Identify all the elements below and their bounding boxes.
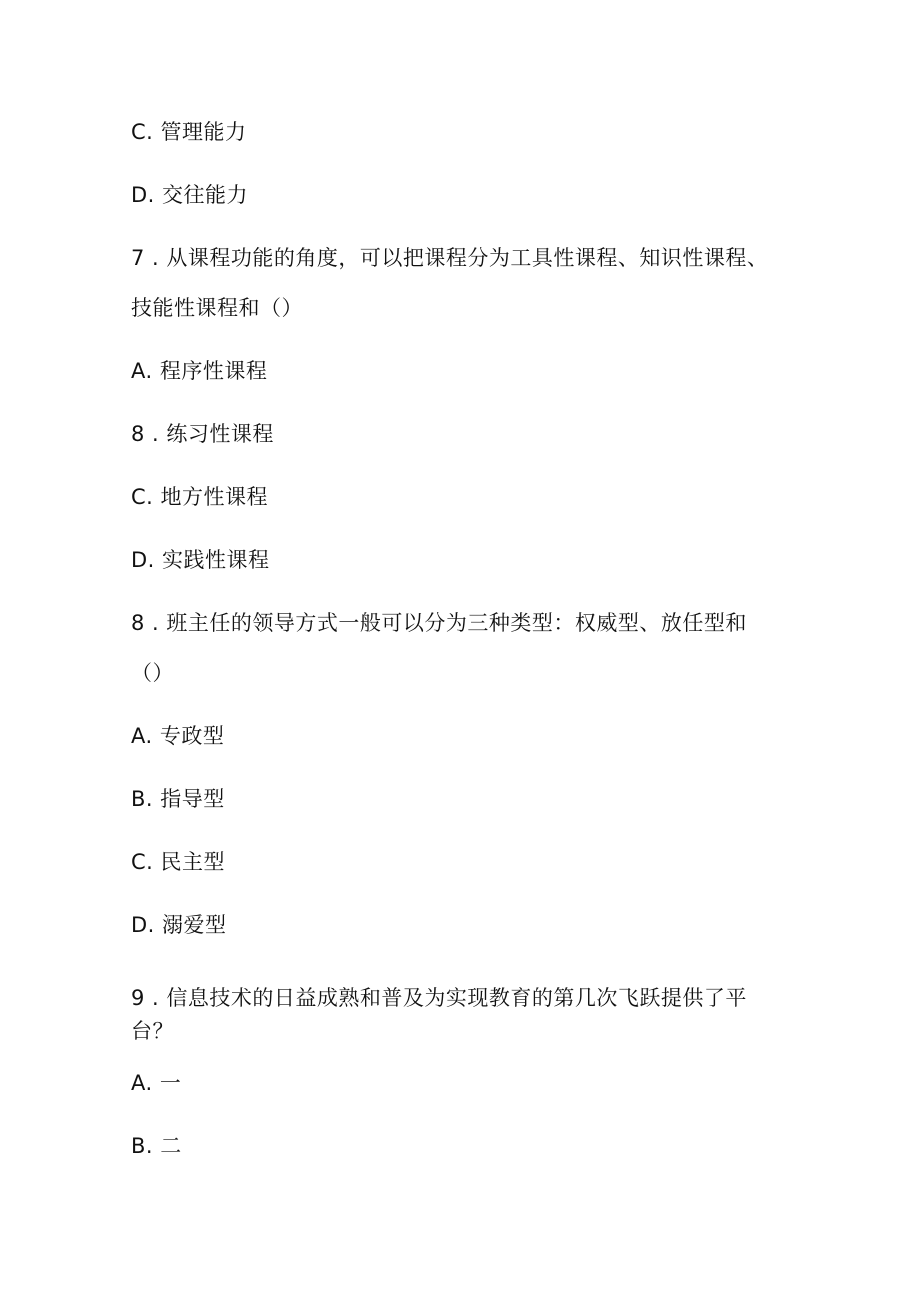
question-9-line-2: 台？	[131, 1019, 174, 1043]
option-c-q8: C. 民主型	[131, 850, 226, 874]
question-9-line-1: 9 . 信息技术的日益成熟和普及为实现教育的第几次飞跃提供了平	[131, 986, 747, 1010]
question-7-line-2: 技能性课程和（）	[131, 296, 303, 320]
option-d-q6: D. 交往能力	[131, 183, 249, 207]
option-b-q7: 8 . 练习性课程	[131, 422, 274, 446]
option-c-q6: C. 管理能力	[131, 120, 247, 144]
option-d-q7: D. 实践性课程	[131, 548, 270, 572]
option-a-q8: A. 专政型	[131, 724, 225, 748]
option-d-q8: D. 溺爱型	[131, 913, 227, 937]
option-c-q7: C. 地方性课程	[131, 485, 269, 509]
question-8-line-2: （）	[131, 661, 174, 685]
option-a-q9: A. 一	[131, 1071, 182, 1095]
option-b-q8: B. 指导型	[131, 787, 225, 811]
option-b-q9: B. 二	[131, 1134, 182, 1158]
question-7-line-1: 7 . 从课程功能的角度，可以把课程分为工具性课程、知识性课程、	[131, 246, 769, 270]
option-a-q7: A. 程序性课程	[131, 359, 268, 383]
question-8-line-1: 8 . 班主任的领导方式一般可以分为三种类型：权威型、放任型和	[131, 611, 747, 635]
